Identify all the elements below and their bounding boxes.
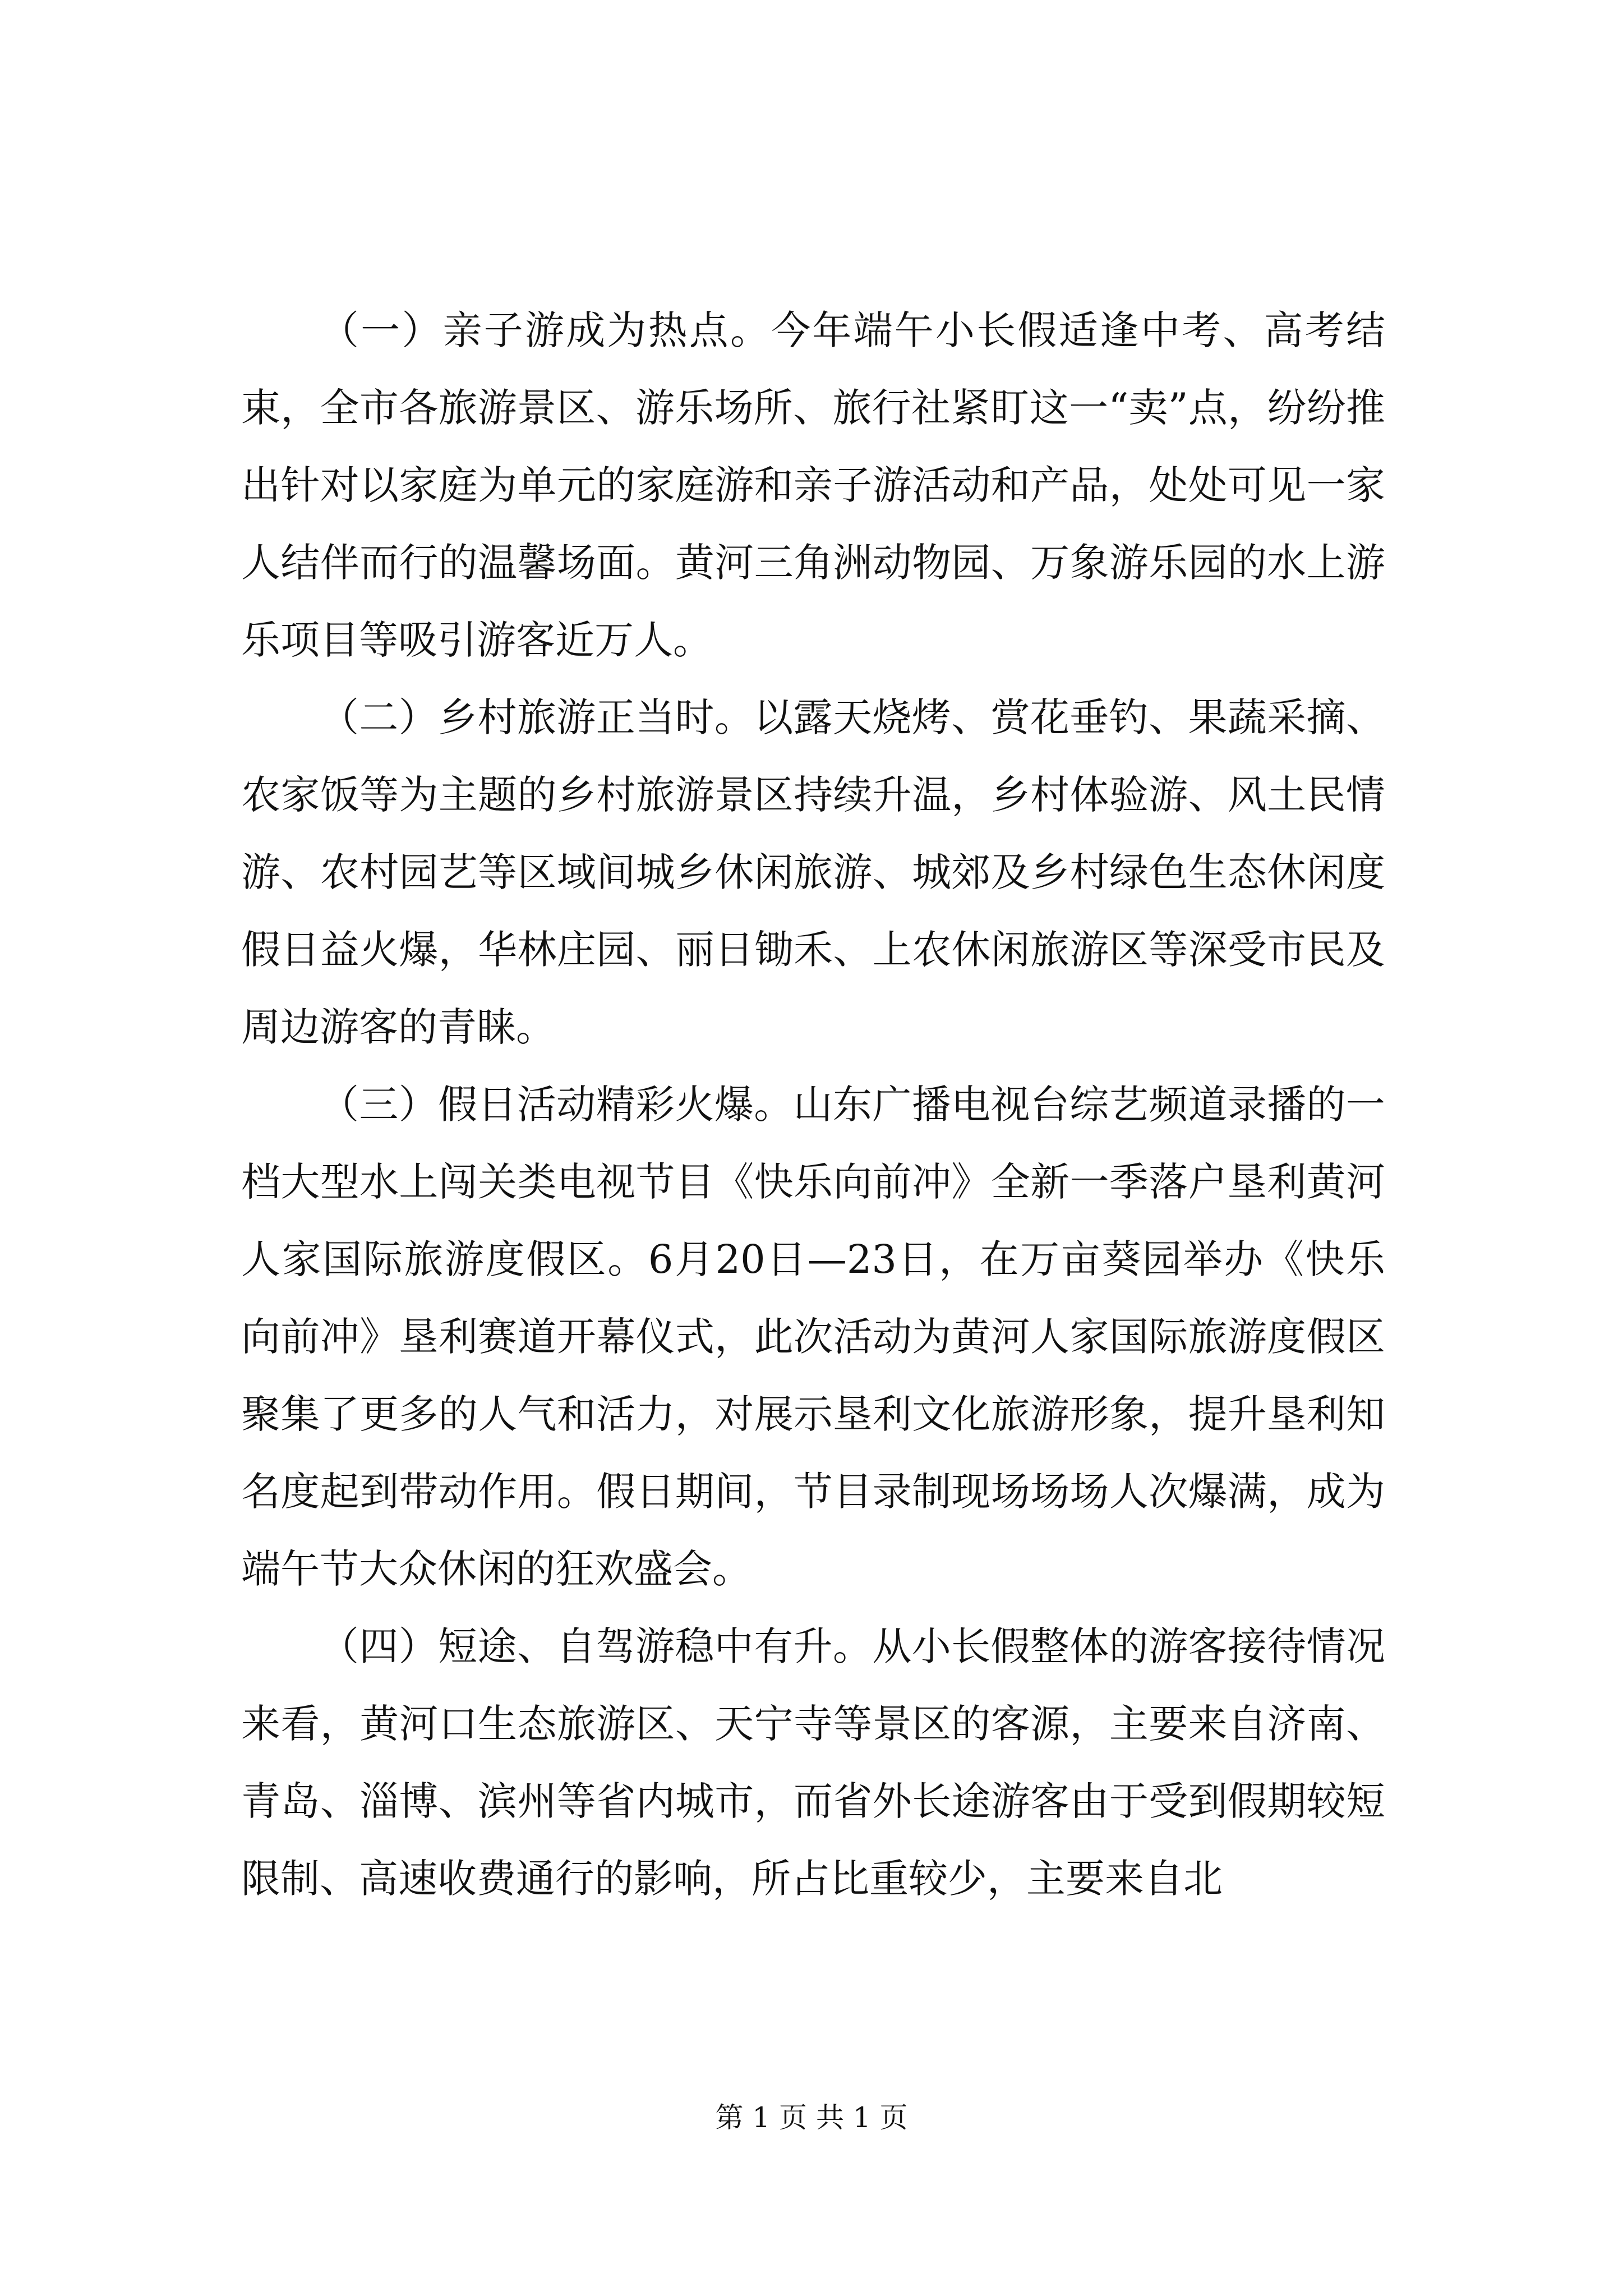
paragraph-4: （四）短途、自驾游稳中有升。从小长假整体的游客接待情况来看，黄河口生态旅游区、天宁寺等景区的客源，主要来自济南、青岛、淄博、滨州等省内城市，而省外长途游客由于受到假期较短限制、高速收费通行的影响，所占比重较少，主要来自北 (241, 1623, 1385, 1902)
document-body (241, 292, 1385, 1917)
page-number-label: 第 1 页 共 1 页 (715, 2101, 908, 2134)
paragraph-1: （一）亲子游成为热点。今年端午小长假适逢中考、高考结束，全市各旅游景区、游乐场所、旅行社紧盯这一“卖”点，纷纷推出针对以家庭为单元的家庭游和亲子游活动和产品，处处可见一家人结伴而行的温馨场面。黄河三角洲动物园、万象游乐园的水上游乐项目等吸引游客近万人。 (241, 307, 1385, 663)
paragraph-2: （二）乡村旅游正当时。以露天烧烤、赏花垂钓、果蔬采摘、农家饭等为主题的乡村旅游景区持续升温，乡村体验游、风土民情游、农村园艺等区域间城乡休闲旅游、城郊及乡村绿色生态休闲度假日益火爆，华林庄园、丽日锄禾、上农休闲旅游区等深受市民及周边游客的青睐。 (241, 694, 1385, 1050)
page-footer (0, 2101, 1623, 2134)
paragraph-3: （三）假日活动精彩火爆。山东广播电视台综艺频道录播的一档大型水上闯关类电视节目《快乐向前冲》全新一季落户垦利黄河人家国际旅游度假区。6月20日—23日，在万亩葵园举办《快乐向前冲》垦利赛道开幕仪式，此次活动为黄河人家国际旅游度假区聚集了更多的人气和活力，对展示垦利文化旅游形象，提升垦利知名度起到带动作用。假日期间，节目录制现场场场人次爆满，成为端午节大众休闲的狂欢盛会。 (241, 1082, 1385, 1592)
